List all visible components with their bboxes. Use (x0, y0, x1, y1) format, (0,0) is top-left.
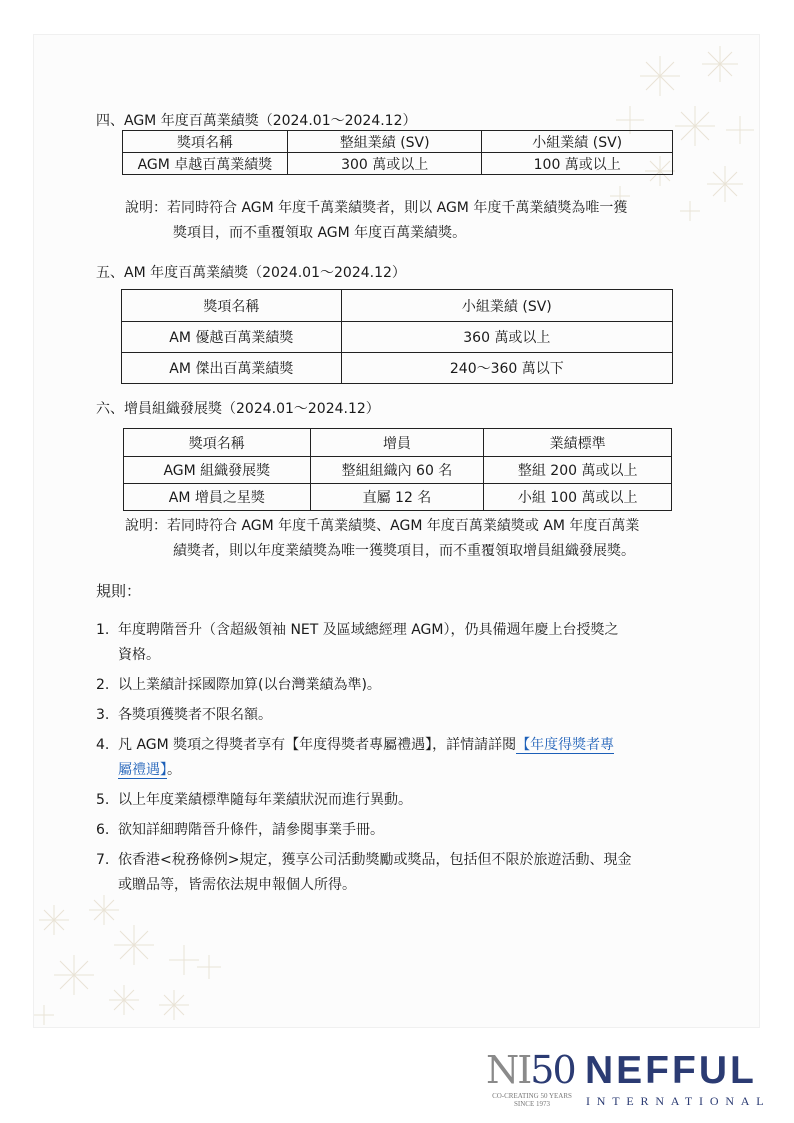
note-text-line-1: 若同時符合 AGM 年度千萬業績獎、AGM 年度百萬業績獎或 AM 年度百萬業 (167, 518, 640, 534)
list-item (96, 703, 706, 728)
table-header-row (122, 290, 673, 322)
section-5-table (121, 289, 673, 384)
list-item (96, 673, 706, 698)
tagline-line-2: SINCE 1973 (514, 1100, 550, 1108)
list-text: 各獎項獲獎者不限名額。 (118, 707, 272, 723)
table-cell: 直屬 12 名 (310, 484, 484, 511)
list-text: 欲知詳細聘階晉升條件，請參閱事業手冊。 (118, 822, 384, 838)
note-label: 說明： (125, 200, 167, 216)
list-item (96, 618, 706, 668)
rules-title: 規則： (96, 582, 142, 600)
list-text: 以上年度業績標準隨每年業績狀況而進行異動。 (118, 792, 412, 808)
table-header-cell: 獎項名稱 (122, 290, 342, 322)
table-cell: 小組 100 萬或以上 (484, 484, 672, 511)
section-5-title: 五、AM 年度百萬業績獎（2024.01～2024.12） (96, 265, 406, 281)
table-header-cell: 小組業績 (SV) (341, 290, 672, 322)
section-4-title: 四、AGM 年度百萬業績獎（2024.01～2024.12） (96, 113, 417, 129)
list-text: 年度聘階晉升（含超級領袖 NET 及區域總經理 AGM），仍具備週年慶上台授獎之 (118, 622, 619, 638)
table-cell: 360 萬或以上 (341, 322, 672, 353)
award-privileges-link[interactable]: 【年度得獎者專 (516, 737, 615, 753)
table-header-cell: 獎項名稱 (124, 429, 311, 457)
table-cell: 整組組織內 60 名 (310, 457, 484, 484)
section-6-table (123, 428, 672, 511)
anniversary-tagline (486, 1092, 578, 1108)
table-cell: AM 增員之星獎 (124, 484, 311, 511)
table-cell: 100 萬或以上 (482, 153, 673, 175)
list-item (96, 848, 706, 898)
table-cell: 300 萬或以上 (287, 153, 482, 175)
logo-50: 50 (530, 1048, 575, 1092)
brand-subtitle: INTERNATIONAL (586, 1094, 771, 1108)
table-header-row (123, 131, 673, 153)
list-number: 2. (96, 677, 110, 693)
list-number: 5. (96, 792, 110, 808)
table-row (123, 153, 673, 175)
section-4-table (122, 130, 673, 175)
list-text: 以上業績計採國際加算(以台灣業績為準)。 (118, 677, 381, 693)
list-number: 1. (96, 622, 110, 638)
table-cell: AM 優越百萬業績獎 (122, 322, 342, 353)
tagline-line-1: CO-CREATING 50 YEARS (492, 1092, 572, 1100)
list-text: 。 (167, 762, 181, 778)
nefful-logo (486, 1048, 771, 1110)
table-cell: AGM 組織發展獎 (124, 457, 311, 484)
table-header-cell: 獎項名稱 (123, 131, 288, 153)
table-header-row (124, 429, 672, 457)
list-item (96, 733, 706, 783)
list-number: 6. (96, 822, 110, 838)
table-cell: AM 傑出百萬業績獎 (122, 353, 342, 384)
list-item (96, 818, 706, 843)
anniversary-logo-mark (486, 1050, 575, 1090)
list-text: 依香港<稅務條例>規定，獲享公司活動獎勵或獎品，包括但不限於旅遊活動、現金 (118, 852, 632, 868)
note-label: 說明： (125, 518, 167, 534)
section-6-note (125, 514, 639, 564)
section-6-title: 六、增員組織發展獎（2024.01～2024.12） (96, 401, 380, 417)
table-header-cell: 整組業績 (SV) (287, 131, 482, 153)
table-row (124, 484, 672, 511)
list-number: 4. (96, 737, 110, 753)
note-text-line-2: 獎項目，而不重覆領取 AGM 年度百萬業績獎。 (173, 225, 467, 241)
list-number: 3. (96, 707, 110, 723)
rules-list (96, 618, 706, 903)
list-text: 或贈品等，皆需依法規申報個人所得。 (118, 877, 356, 893)
table-row (122, 353, 673, 384)
table-row (122, 322, 673, 353)
list-text: 資格。 (118, 647, 160, 663)
table-row (124, 457, 672, 484)
list-item (96, 788, 706, 813)
table-header-cell: 小組業績 (SV) (482, 131, 673, 153)
logo-ni: NI (486, 1048, 531, 1092)
award-privileges-link-continued[interactable]: 屬禮遇】 (118, 762, 167, 778)
table-header-cell: 業績標準 (484, 429, 672, 457)
table-header-cell: 增員 (310, 429, 484, 457)
note-text-line-2: 績獎者，則以年度業績獎為唯一獲獎項目，而不重覆領取增員組織發展獎。 (173, 543, 635, 559)
brand-name: NEFFUL (585, 1049, 757, 1092)
list-number: 7. (96, 852, 110, 868)
table-cell: AGM 卓越百萬業績獎 (123, 153, 288, 175)
table-cell: 整組 200 萬或以上 (484, 457, 672, 484)
list-text: 凡 AGM 獎項之得獎者享有【年度得獎者專屬禮遇】，詳情請詳閱 (118, 737, 517, 753)
section-4-note (125, 196, 627, 246)
note-text-line-1: 若同時符合 AGM 年度千萬業績獎者，則以 AGM 年度千萬業績獎為唯一獲 (167, 200, 628, 216)
table-cell: 240～360 萬以下 (341, 353, 672, 384)
